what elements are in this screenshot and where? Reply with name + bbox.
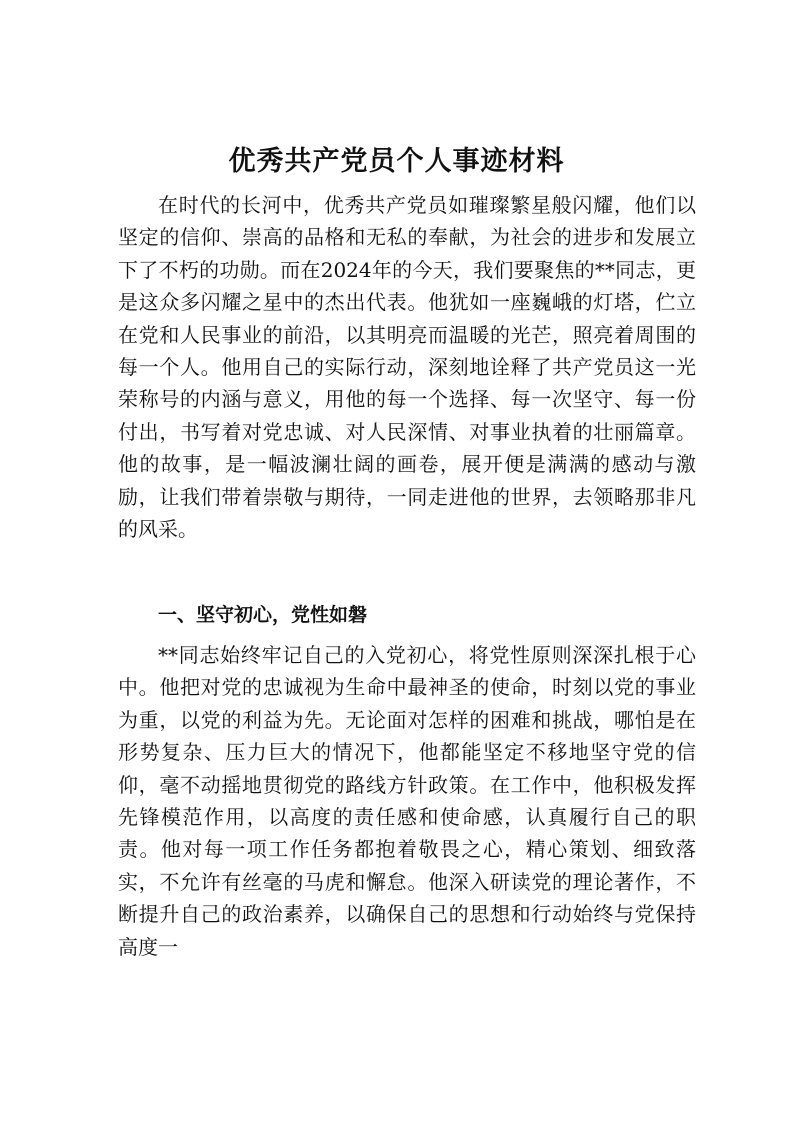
intro-paragraph: 在时代的长河中，优秀共产党员如璀璨繁星般闪耀，他们以坚定的信仰、崇高的品格和无私的奉献，为社会的进步和发展立下了不朽的功勋。而在2024年的今天，我们要聚焦的**同志，更是这众多闪耀之星中的杰出代表。他犹如一座巍峨的灯塔，伫立在党和人民事业的前沿，以其明亮而温暖的光芒，照亮着周围的每一个人。他用自己的实际行动，深刻地诠释了共产党员这一光荣称号的内涵与意义，用他的每一个选择、每一次坚守、每一份付出，书写着对党忠诚、对人民深情、对事业执着的壮丽篇章。他的故事，是一幅波澜壮阔的画卷，展开便是满满的感动与激励，让我们带着崇敬与期待，一同走进他的世界，去领略那非凡的风采。 (118, 193, 696, 542)
section-heading-1: 一、坚守初心，党性如磐 (158, 604, 368, 626)
section-1-paragraph: **同志始终牢记自己的入党初心，将党性原则深深扎根于心中。他把对党的忠诚视为生命中最神圣的使命，时刻以党的事业为重，以党的利益为先。无论面对怎样的困难和挑战，哪怕是在形势复杂、压力巨大的情况下，他都能坚定不移地坚守党的信仰，毫不动摇地贯彻党的路线方针政策。在工作中，他积极发挥先锋模范作用，以高度的责任感和使命感，认真履行自己的职责。他对每一项工作任务都抱着敬畏之心，精心策划、细致落实，不允许有丝毫的马虎和懈怠。他深入研读党的理论著作，不断提升自己的政治素养，以确保自己的思想和行动始终与党保持高度一 (118, 643, 696, 959)
document-title: 优秀共产党员个人事迹材料 (228, 146, 565, 177)
